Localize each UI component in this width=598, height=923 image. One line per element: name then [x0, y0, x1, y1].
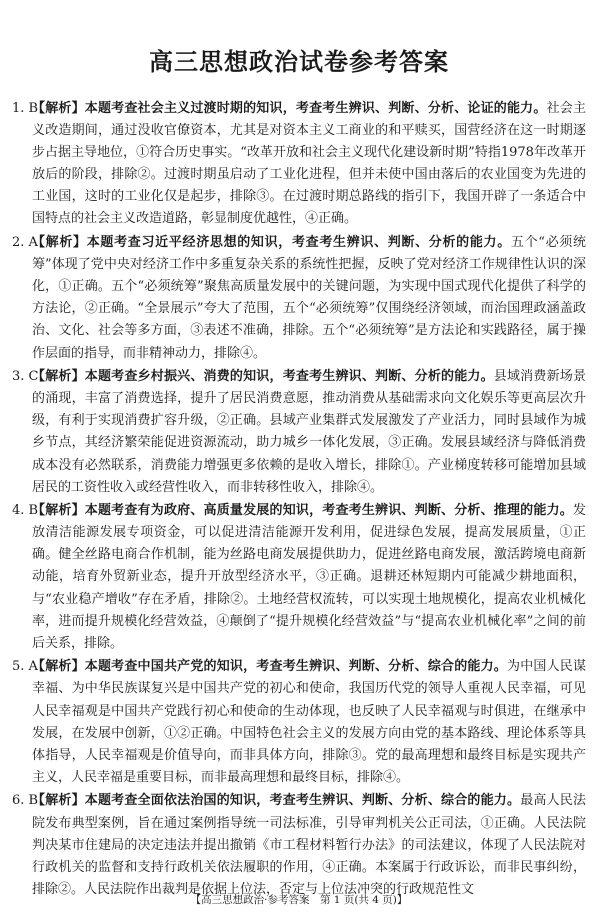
page-footer: 【高三思想政治·参考答案 第 1 页(共 4 页)】: [190, 894, 408, 906]
answer-item-3: [12, 366, 586, 499]
analysis-lead: 本题考查习近平经济思想的知识，考查考生辨识、判断、分析的能力。: [86, 235, 511, 251]
answer-number: 3. C: [12, 369, 39, 385]
analysis-text: 发放清洁能源发展专项资金，可以促进清洁能源开发利用，促进绿色发展，提高发展质量，①正确。健全丝路电商合作机制，能为丝路电商发展提供助力，促进丝路电商发展，激活跨境电商新动能，培育外贸新业态，提升开放型经济水平，③正确。退耕还林短期内可能减少耕地面积，与“农业稳产增收”存在矛盾，排除②。土地经营权流转，可以实现土地规模化，提高农业机械化率，进而提升规模化经营效益，④颠倒了“提升规模化经营效益”与“提高农业机械化率”之间的前后关系，排除。: [32, 503, 586, 651]
analysis-lead: 本题考查有为政府、高质量发展的知识，考查考生辨识、判断、分析、推理的能力。: [84, 503, 573, 519]
answer-list: [12, 98, 586, 902]
answer-number: 2. A: [12, 235, 38, 251]
answer-item-1: [12, 98, 586, 231]
analysis-tag: 【解析】: [32, 503, 85, 519]
analysis-tag: 【解析】: [32, 793, 85, 809]
answer-number: 6. B: [12, 793, 39, 809]
analysis-text: 社会主义改造期间，通过没收官僚资本，尤其是对资本主义工商业的和平赎买，国营经济在这一时期逐步占据主导地位，①符合历史事实。“改革开放和社会主义现代化建设新时期”特指1978年改革开放后的阶段，排除②。过渡时期虽启动了工业化进程，但并未使中国由落后的农业国变为先进的工业国，这时的工业化仅是起步，排除③。在过渡时期总路线的指引下，我国开辟了一条适合中国特点的社会主义改造道路，彰显制度优越性，④正确。: [32, 101, 586, 227]
analysis-tag: 【解析】: [32, 659, 85, 675]
document-title: 高三思想政治试卷参考答案: [149, 48, 449, 76]
analysis-text: 最高人民法院发布典型案例，旨在通过案例指导统一司法标准，引导审判机关公正司法，①正确。人民法院判决某市住建局的决定违法并提出撤销《市工程材料暂行办法》的司法建议，体现了人民法院对行政机关的监督和支持行政机关依法履职的作用，④正确。本案属于行政诉讼，而非民事纠纷，排除②。人民法院作出裁判是依据上位法，否定与上位法冲突的行政规范性文: [32, 793, 586, 897]
answer-item-2: [12, 232, 586, 365]
analysis-lead: 本题考查社会主义过渡时期的知识，考查考生辨识、判断、分析、论证的能力。: [84, 101, 547, 116]
answer-item-6: [12, 790, 586, 900]
analysis-text: 县域消费新场景的涌现，丰富了消费选择，提升了居民消费意愿，推动消费从基础需求向文化娱乐等更高层次升级，有利于实现消费扩容升级，②正确。县域产业集群式发展激发了产业活力，同时县域作为城乡节点，其经济繁荣能促进资源流动，助力城乡一体化发展，③正确。发展县域经济与降低消费成本没有必然联系，消费能力增强更多依赖的是收入增长，排除①。产业梯度转移可能增加县域居民的工资性收入或经营性收入，而非转移性收入，排除④。: [32, 369, 586, 495]
analysis-tag: 【解析】: [32, 369, 85, 385]
analysis-text: 为中国人民谋幸福、为中华民族谋复兴是中国共产党的初心和使命，我国历代党的领导人重视人民幸福，可见人民幸福观是中国共产党践行初心和使命的生动体现，也反映了人民幸福观与时俱进，在继承中发展，在发展中创新，①②正确。中国特色社会主义的发展方向由党的基本路线、理论体系等具体指导，人民幸福观是价值导向，而非具体方向，排除③。党的最高理想和最终目标是实现共产主义，人民幸福是重要目标，而非最高理想和最终目标，排除④。: [32, 659, 586, 785]
answer-number: 1. B: [12, 101, 39, 116]
answer-item-4: [12, 500, 586, 655]
analysis-lead: 本题考查全面依法治国的知识，考查考生辨识、判断、分析、综合的能力。: [84, 793, 521, 809]
analysis-tag: 【解析】: [32, 101, 85, 116]
analysis-tag: 【解析】: [32, 235, 87, 251]
analysis-text: 五个“必须统筹”体现了党中央对经济工作中多重复杂关系的系统性把握，反映了党对经济工作规律性认识的深化，①正确。五个“必须统筹”聚焦高质量发展中的关键问题，为实现中国式现代化提供了科学的方法论，②正确。“全景展示”夸大了范围，五个“必须统筹”仅围绕经济领域，而治国理政涵盖政治、文化、社会等多方面，③表述不准确，排除。五个“必须统筹”是方法论和实践路径，属于操作层面的指导，而非精神动力，排除④。: [32, 235, 586, 361]
answer-number: 5. A: [12, 659, 38, 675]
analysis-lead: 本题考查中国共产党的知识，考查考生辨识、判断、分析、综合的能力。: [84, 659, 507, 675]
answer-number: 4. B: [12, 503, 39, 519]
analysis-lead: 本题考查乡村振兴、消费的知识，考查考生辨识、判断、分析的能力。: [84, 369, 494, 385]
answer-item-5: [12, 656, 586, 789]
